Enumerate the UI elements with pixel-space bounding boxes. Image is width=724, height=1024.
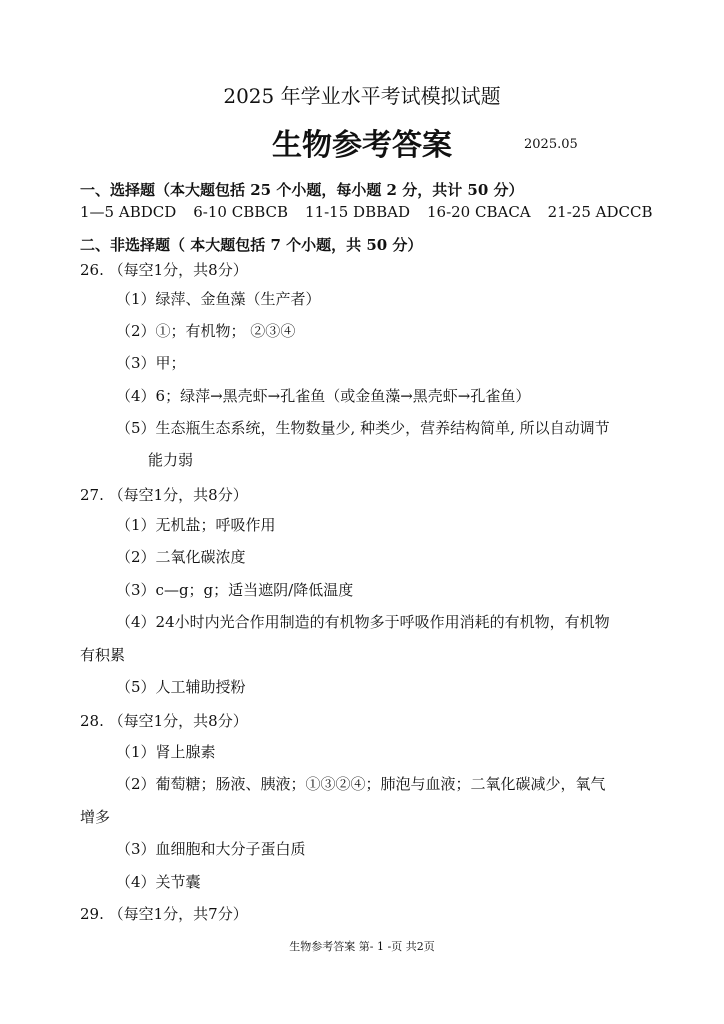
q26-answer-2: （2）①；有机物； ②③④: [116, 322, 296, 340]
q28-header: 28. （每空1分，共8分）: [80, 712, 248, 730]
q26-answer-4: （4）6；绿萍→黑壳虾→孔雀鱼（或金鱼藻→黑壳虾→孔雀鱼）: [116, 387, 531, 405]
q27-answer-3: （3）c—g；g；适当遮阴/降低温度: [116, 581, 354, 599]
q27-answer-2: （2）二氧化碳浓度: [116, 548, 246, 566]
q26-answer-5: （5）生态瓶生态系统，生物数量少, 种类少，营养结构简单, 所以自动调节: [116, 419, 610, 437]
q27-answer-4-cont: 有积累: [80, 646, 126, 664]
page-footer: 生物参考答案 第- 1 -页 共2页: [289, 940, 435, 953]
choice-answer-group: 21-25 ADCCB: [547, 203, 653, 221]
q26-header: 26. （每空1分，共8分）: [80, 261, 248, 279]
answer-key-title: 生物参考答案: [272, 128, 452, 163]
q28-answer-4: （4）关节囊: [116, 873, 201, 891]
exam-title: 2025 年学业水平考试模拟试题: [223, 84, 501, 108]
choice-answer-group: 1—5 ABDCD: [80, 203, 177, 221]
q27-answer-5: （5）人工辅助授粉: [116, 678, 246, 696]
choice-answer-group: 6-10 CBBCB: [193, 203, 289, 221]
section1-heading: 一、选择题（本大题包括 25 个小题，每小题 2 分，共计 50 分）: [80, 181, 524, 199]
choice-answer-group: 16-20 CBACA: [426, 203, 531, 221]
exam-date: 2025.05: [524, 137, 578, 152]
q28-answer-1: （1）肾上腺素: [116, 743, 216, 761]
q28-answer-2-cont: 增多: [80, 808, 111, 826]
q27-header: 27. （每空1分，共8分）: [80, 486, 248, 504]
choice-answers: [80, 203, 653, 221]
section2-heading: 二、非选择题（ 本大题包括 7 个小题，共 50 分）: [80, 236, 423, 254]
q26-answer-5-cont: 能力弱: [148, 451, 194, 469]
choice-answer-group: 11-15 DBBAD: [305, 203, 410, 221]
q26-answer-3: （3）甲；: [116, 354, 186, 372]
q27-answer-1: （1）无机盐；呼吸作用: [116, 516, 276, 534]
q28-answer-3: （3）血细胞和大分子蛋白质: [116, 840, 306, 858]
q29-header: 29. （每空1分，共7分）: [80, 905, 248, 923]
q26-answer-1: （1）绿萍、金鱼藻（生产者）: [116, 290, 321, 308]
q27-answer-4: （4）24小时内光合作用制造的有机物多于呼吸作用消耗的有机物，有机物: [116, 613, 610, 631]
q28-answer-2: （2）葡萄糖；肠液、胰液；①③②④；肺泡与血液；二氧化碳减少，氧气: [116, 775, 606, 793]
